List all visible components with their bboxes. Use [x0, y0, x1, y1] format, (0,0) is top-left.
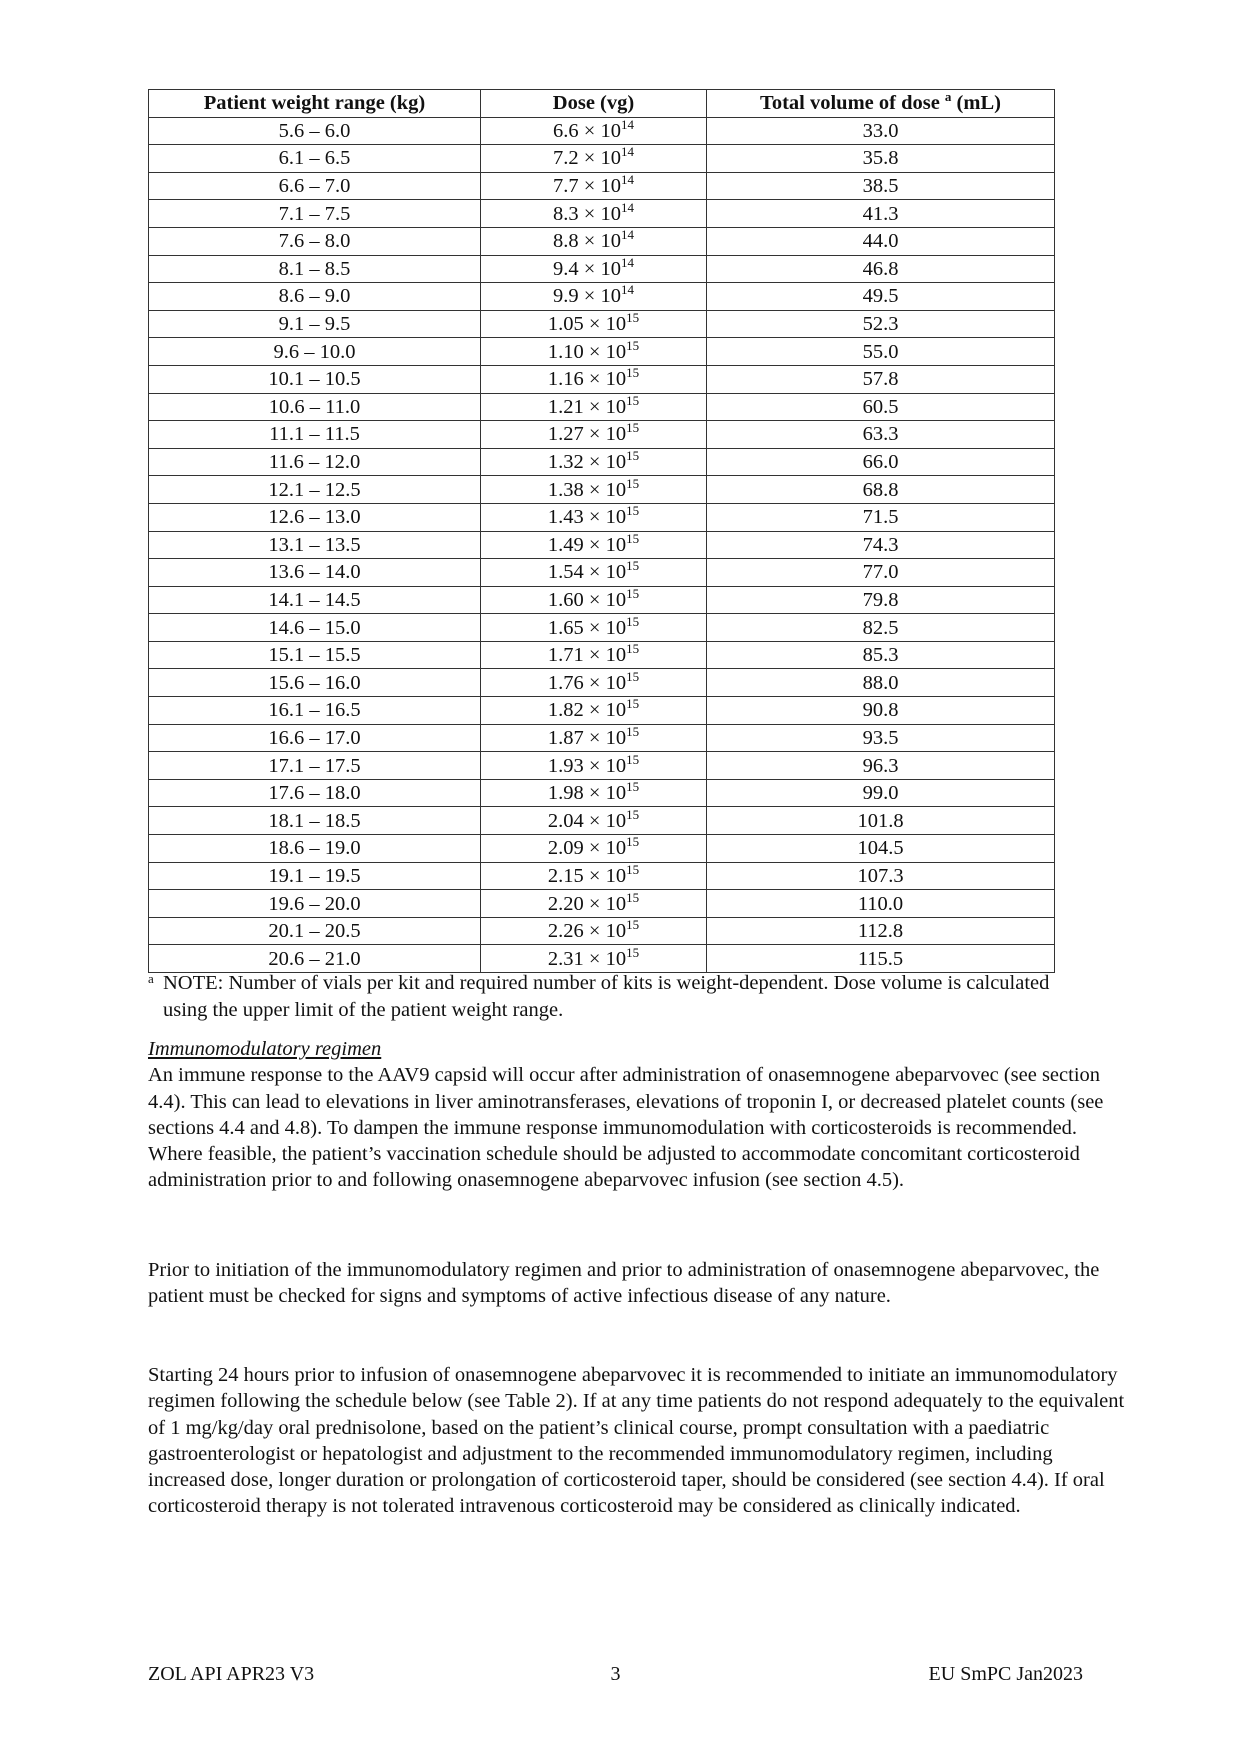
cell-dose: $2.09 \times 10^{15}$	[481, 835, 707, 863]
cell-weight: 5.6 – 6.0	[149, 117, 481, 145]
cell-weight: 19.1 – 19.5	[149, 862, 481, 890]
table-row	[149, 448, 1055, 476]
cell-volume: 79.8	[707, 586, 1055, 614]
table-row	[149, 890, 1055, 918]
cell-dose: $6.6 \times 10^{14}$	[481, 117, 707, 145]
table-row	[149, 669, 1055, 697]
cell-volume: 41.3	[707, 200, 1055, 228]
cell-dose: $7.2 \times 10^{14}$	[481, 145, 707, 173]
table-row	[149, 697, 1055, 725]
cell-weight: 6.1 – 6.5	[149, 145, 481, 173]
footnote-ref: a	[944, 89, 952, 105]
paragraph-1: An immune response to the AAV9 capsid will occur after administration of onasemnogene abeparvovec (see section 4.4). This can lead to elevations in liver aminotransferases, elevations of troponin I, or decreased platelet counts (see sections 4.4 and 4.8). To dampen the immune response immunomodulation with corticosteroids is recommended. Where feasible, the patient’s vaccination schedule should be adjusted to accommodate concomitant corticosteroid administration prior to and following onasemnogene abeparvovec infusion (see section 4.5).	[148, 1064, 1104, 1192]
cell-volume: 71.5	[707, 503, 1055, 531]
footnote-text: NOTE: Number of vials per kit and required number of kits is weight-dependent. Dose volume is calculated using the upper limit of the patient weight range.	[163, 972, 1050, 1021]
table-row	[149, 641, 1055, 669]
cell-weight: 7.6 – 8.0	[149, 227, 481, 255]
table-row	[149, 724, 1055, 752]
table-row	[149, 752, 1055, 780]
cell-volume: 82.5	[707, 614, 1055, 642]
cell-dose: $8.8 \times 10^{14}$	[481, 227, 707, 255]
table-row	[149, 145, 1055, 173]
cell-volume: 110.0	[707, 890, 1055, 918]
cell-dose: $9.9 \times 10^{14}$	[481, 283, 707, 311]
cell-dose: $1.60 \times 10^{15}$	[481, 586, 707, 614]
cell-weight: 10.6 – 11.0	[149, 393, 481, 421]
cell-weight: 12.1 – 12.5	[149, 476, 481, 504]
cell-weight: 9.6 – 10.0	[149, 338, 481, 366]
cell-volume: 90.8	[707, 697, 1055, 725]
cell-volume: 49.5	[707, 283, 1055, 311]
cell-weight: 11.6 – 12.0	[149, 448, 481, 476]
table-row	[149, 227, 1055, 255]
footnote-marker: a	[148, 971, 154, 986]
cell-dose: $2.04 \times 10^{15}$	[481, 807, 707, 835]
table-row	[149, 200, 1055, 228]
table-row	[149, 255, 1055, 283]
cell-volume: 104.5	[707, 835, 1055, 863]
cell-volume: 77.0	[707, 559, 1055, 587]
cell-dose: $9.4 \times 10^{14}$	[481, 255, 707, 283]
cell-weight: 16.6 – 17.0	[149, 724, 481, 752]
cell-weight: 8.1 – 8.5	[149, 255, 481, 283]
cell-volume: 52.3	[707, 310, 1055, 338]
cell-dose: $1.32 \times 10^{15}$	[481, 448, 707, 476]
cell-dose: $1.38 \times 10^{15}$	[481, 476, 707, 504]
table-row	[149, 945, 1055, 973]
cell-dose: $1.16 \times 10^{15}$	[481, 365, 707, 393]
cell-dose: $1.71 \times 10^{15}$	[481, 641, 707, 669]
cell-weight: 14.1 – 14.5	[149, 586, 481, 614]
cell-weight: 10.1 – 10.5	[149, 365, 481, 393]
table-row	[149, 338, 1055, 366]
cell-volume: 115.5	[707, 945, 1055, 973]
header-weight: Patient weight range (kg)	[149, 90, 481, 118]
section-heading: Immunomodulatory regimen	[148, 1038, 382, 1060]
cell-volume: 74.3	[707, 531, 1055, 559]
cell-volume: 44.0	[707, 227, 1055, 255]
cell-volume: 66.0	[707, 448, 1055, 476]
cell-dose: $1.87 \times 10^{15}$	[481, 724, 707, 752]
cell-weight: 11.1 – 11.5	[149, 421, 481, 449]
cell-dose: $1.93 \times 10^{15}$	[481, 752, 707, 780]
header-dose: Dose (vg)	[481, 90, 707, 118]
cell-volume: 55.0	[707, 338, 1055, 366]
cell-volume: 38.5	[707, 172, 1055, 200]
cell-volume: 99.0	[707, 779, 1055, 807]
cell-weight: 19.6 – 20.0	[149, 890, 481, 918]
cell-weight: 13.6 – 14.0	[149, 559, 481, 587]
cell-weight: 6.6 – 7.0	[149, 172, 481, 200]
cell-volume: 33.0	[707, 117, 1055, 145]
footer-doc-id: ZOL API APR23 V3	[148, 1663, 315, 1685]
cell-weight: 16.1 – 16.5	[149, 697, 481, 725]
page-number: 3	[610, 1663, 621, 1685]
table-row	[149, 503, 1055, 531]
cell-weight: 17.6 – 18.0	[149, 779, 481, 807]
table-footnote	[148, 970, 1088, 1024]
cell-volume: 85.3	[707, 641, 1055, 669]
cell-weight: 15.6 – 16.0	[149, 669, 481, 697]
cell-volume: 57.8	[707, 365, 1055, 393]
cell-volume: 46.8	[707, 255, 1055, 283]
table-row	[149, 283, 1055, 311]
cell-volume: 68.8	[707, 476, 1055, 504]
table-row	[149, 917, 1055, 945]
cell-weight: 7.1 – 7.5	[149, 200, 481, 228]
table-row	[149, 614, 1055, 642]
table-row	[149, 172, 1055, 200]
cell-volume: 112.8	[707, 917, 1055, 945]
cell-weight: 14.6 – 15.0	[149, 614, 481, 642]
cell-dose: $1.76 \times 10^{15}$	[481, 669, 707, 697]
cell-weight: 18.1 – 18.5	[149, 807, 481, 835]
cell-weight: 15.1 – 15.5	[149, 641, 481, 669]
cell-weight: 8.6 – 9.0	[149, 283, 481, 311]
cell-weight: 20.6 – 21.0	[149, 945, 481, 973]
cell-dose: $1.54 \times 10^{15}$	[481, 559, 707, 587]
table-row	[149, 393, 1055, 421]
cell-dose: $1.27 \times 10^{15}$	[481, 421, 707, 449]
cell-volume: 63.3	[707, 421, 1055, 449]
cell-dose: $1.21 \times 10^{15}$	[481, 393, 707, 421]
table-row	[149, 117, 1055, 145]
cell-dose: $1.05 \times 10^{15}$	[481, 310, 707, 338]
table-row	[149, 807, 1055, 835]
cell-weight: 17.1 – 17.5	[149, 752, 481, 780]
cell-dose: $2.31 \times 10^{15}$	[481, 945, 707, 973]
cell-dose: $1.43 \times 10^{15}$	[481, 503, 707, 531]
table-header-row	[149, 90, 1055, 118]
cell-weight: 20.1 – 20.5	[149, 917, 481, 945]
table-row	[149, 779, 1055, 807]
cell-volume: 93.5	[707, 724, 1055, 752]
table-row	[149, 365, 1055, 393]
immunomodulatory-section-intro	[148, 1036, 1128, 1194]
cell-volume: 60.5	[707, 393, 1055, 421]
table-row	[149, 835, 1055, 863]
cell-dose: $1.10 \times 10^{15}$	[481, 338, 707, 366]
cell-dose: $2.26 \times 10^{15}$	[481, 917, 707, 945]
paragraph-3: Starting 24 hours prior to infusion of onasemnogene abeparvovec it is recommended to initiate an immunomodulatory regimen following the schedule below (see Table 2). If at any time patients do not respond adequately to the equivalent of 1 mg/kg/day oral prednisolone, based on the patient’s clinical course, prompt consultation with a paediatric gastroenterologist or hepatologist and adjustment to the recommended immunomodulatory regimen, including increased dose, longer duration or prolongation of corticosteroid taper, should be considered (see section 4.4). If oral corticosteroid therapy is not tolerated intravenous corticosteroid may be considered as clinically indicated.	[148, 1364, 1125, 1518]
paragraph-2: Prior to initiation of the immunomodulatory regimen and prior to administration of onasemnogene abeparvovec, the patient must be checked for signs and symptoms of active infectious disease of any nature.	[148, 1259, 1100, 1308]
cell-volume: 35.8	[707, 145, 1055, 173]
footer-version: EU SmPC Jan2023	[928, 1663, 1083, 1685]
table-row	[149, 531, 1055, 559]
table-row	[149, 310, 1055, 338]
table-row	[149, 862, 1055, 890]
cell-weight: 12.6 – 13.0	[149, 503, 481, 531]
cell-volume: 107.3	[707, 862, 1055, 890]
cell-weight: 9.1 – 9.5	[149, 310, 481, 338]
cell-dose: $7.7 \times 10^{14}$	[481, 172, 707, 200]
table-body	[149, 117, 1055, 972]
table-row	[149, 559, 1055, 587]
table-row	[149, 476, 1055, 504]
cell-volume: 96.3	[707, 752, 1055, 780]
cell-volume: 101.8	[707, 807, 1055, 835]
cell-dose: $1.98 \times 10^{15}$	[481, 779, 707, 807]
cell-volume: 88.0	[707, 669, 1055, 697]
cell-dose: $8.3 \times 10^{14}$	[481, 200, 707, 228]
cell-dose: $1.49 \times 10^{15}$	[481, 531, 707, 559]
cell-dose: $2.20 \times 10^{15}$	[481, 890, 707, 918]
cell-dose: $1.65 \times 10^{15}$	[481, 614, 707, 642]
cell-weight: 13.1 – 13.5	[149, 531, 481, 559]
header-volume: Total volume of dose $^a$ (mL)	[707, 90, 1055, 118]
table-row	[149, 586, 1055, 614]
cell-weight: 18.6 – 19.0	[149, 835, 481, 863]
cell-dose: $1.82 \times 10^{15}$	[481, 697, 707, 725]
dose-table	[148, 89, 1055, 973]
cell-dose: $2.15 \times 10^{15}$	[481, 862, 707, 890]
table-row	[149, 421, 1055, 449]
